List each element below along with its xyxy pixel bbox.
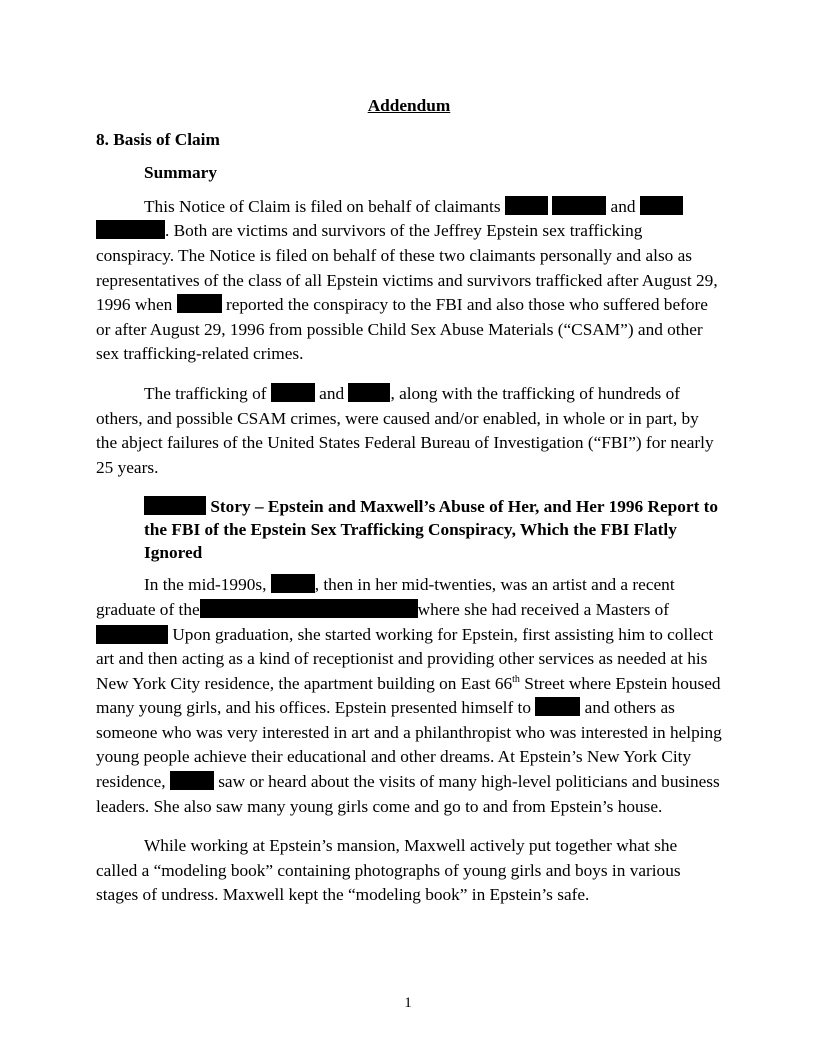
redaction-block — [96, 220, 165, 239]
document-page — [96, 94, 722, 923]
redaction-block — [552, 196, 606, 215]
summary-paragraph-1 — [96, 195, 722, 367]
redaction-block — [170, 771, 214, 790]
text-run: and — [314, 383, 349, 403]
text-run: This Notice of Claim is filed on behalf of claimants — [144, 196, 505, 216]
text-run: and — [606, 196, 640, 216]
text-run: , then in her mid-twenties, was an artist and a recent graduate of the — [96, 575, 675, 619]
redaction-block — [96, 625, 168, 644]
text-run: reported the conspiracy to the FBI and also those who suffered before or after August 29, 1996 from possible Child Sex Abuse Materials (“CSAM”) and other sex trafficking-related crimes. — [96, 295, 708, 364]
redaction-block — [200, 599, 418, 618]
document-title: Addendum — [367, 96, 451, 115]
redaction-block — [505, 196, 548, 215]
section-heading: 8. Basis of Claim — [96, 129, 220, 149]
redaction-block — [640, 196, 683, 215]
summary-subheading: Summary — [144, 163, 217, 183]
superscript-ordinal: th — [512, 673, 520, 685]
page-number: 1 — [404, 995, 412, 1011]
text-run: Upon graduation, she started working for Epstein, first assisting him to collect art and then acting as a kind of receptionist and providing other services as needed at his New York City residence, the apartment building on East 66 — [96, 624, 714, 693]
text-run: The trafficking of — [144, 383, 271, 403]
story-paragraph-2 — [96, 834, 722, 908]
text-run: Street where Epstein housed many young girls, and his offices. Epstein presented himself to — [96, 673, 721, 718]
redaction-block — [144, 496, 206, 515]
story-paragraph-1 — [96, 573, 722, 819]
summary-paragraph-2 — [96, 382, 722, 480]
text-run: where she had received a Masters of — [417, 599, 670, 619]
text-run: , along with the trafficking of hundreds of others, and possible CSAM crimes, were caused and/or enabled, in whole or in part, by the abject failures of the United States Federal Bureau of Investigation (“FBI”) for nearly 25 years. — [96, 383, 714, 477]
story-heading — [144, 495, 722, 564]
text-run: In the mid-1990s, — [144, 575, 271, 595]
redaction-block — [271, 383, 315, 402]
text-run: Story – Epstein and Maxwell’s Abuse of Her, and Her 1996 Report to the FBI of the Epstein Sex Trafficking Conspiracy, Which the FBI Flatly Ignored — [144, 497, 719, 563]
text-run: saw or heard about the visits of many high-level politicians and business leaders. She also saw many young girls come and go to and from Epstein’s house. — [96, 772, 720, 816]
redaction-block — [177, 294, 222, 313]
redaction-block — [535, 697, 580, 716]
redaction-block — [271, 574, 315, 593]
text-run: While working at Epstein’s mansion, Maxwell actively put together what she called a “modeling book” containing photographs of young girls and boys in various stages of undress. Maxwell kept the “modeling book” in Epstein’s safe. — [96, 836, 681, 905]
text-run: . Both are victims and survivors of the Jeffrey Epstein sex trafficking conspiracy. The Notice is filed on behalf of these two claimants personally and also as representatives of the class of all Epstein victims and survivors trafficked after August 29, 1996 when — [96, 221, 718, 315]
text-run: and others as someone who was very interested in art and a philanthropist who was interested in helping young people achieve their educational and other dreams. At Epstein’s New York City residence, — [96, 698, 722, 792]
redaction-block — [348, 383, 390, 402]
